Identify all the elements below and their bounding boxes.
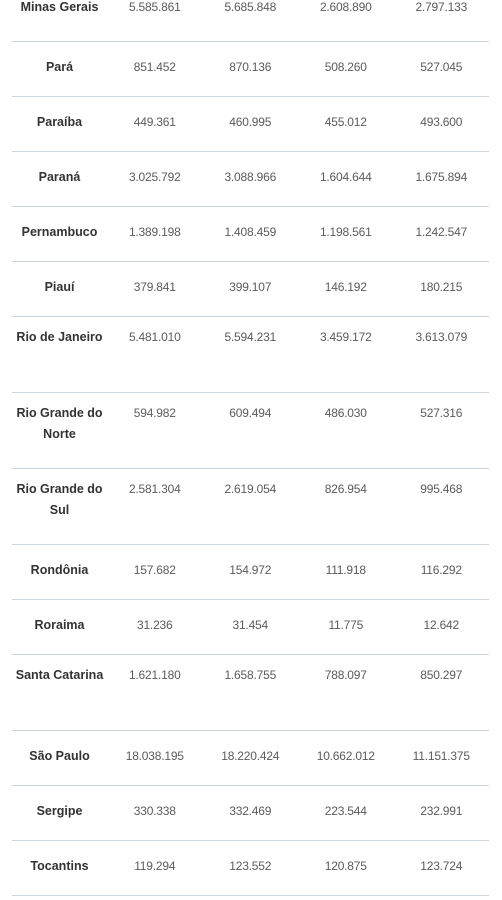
table-row xyxy=(12,0,489,42)
value-cell: 330.338 xyxy=(107,786,203,841)
value-cell: 120.875 xyxy=(298,841,394,896)
state-cell: Rio Grande do Norte xyxy=(12,393,107,469)
table-row xyxy=(12,97,489,152)
value-cell: 5.685.848 xyxy=(203,0,299,42)
value-cell: 119.294 xyxy=(107,841,203,896)
value-cell: 1.242.547 xyxy=(394,207,490,262)
value-cell: 1.675.894 xyxy=(394,152,490,207)
data-table-container xyxy=(12,0,489,896)
table-row xyxy=(12,600,489,655)
table-row xyxy=(12,731,489,786)
value-cell: 2.619.054 xyxy=(203,469,299,545)
value-cell: 399.107 xyxy=(203,262,299,317)
value-cell: 1.198.561 xyxy=(298,207,394,262)
value-cell: 1.621.180 xyxy=(107,655,203,731)
value-cell: 31.454 xyxy=(203,600,299,655)
value-cell: 5.594.231 xyxy=(203,317,299,393)
value-cell: 5.481.010 xyxy=(107,317,203,393)
value-cell: 486.030 xyxy=(298,393,394,469)
state-cell: Sergipe xyxy=(12,786,107,841)
value-cell: 2.608.890 xyxy=(298,0,394,42)
value-cell: 1.658.755 xyxy=(203,655,299,731)
value-cell: 493.600 xyxy=(394,97,490,152)
value-cell: 2.797.133 xyxy=(394,0,490,42)
value-cell: 157.682 xyxy=(107,545,203,600)
value-cell: 123.552 xyxy=(203,841,299,896)
value-cell: 10.662.012 xyxy=(298,731,394,786)
value-cell: 154.972 xyxy=(203,545,299,600)
value-cell: 31.236 xyxy=(107,600,203,655)
value-cell: 3.025.792 xyxy=(107,152,203,207)
value-cell: 3.088.966 xyxy=(203,152,299,207)
table-row xyxy=(12,545,489,600)
value-cell: 1.604.644 xyxy=(298,152,394,207)
table-row xyxy=(12,786,489,841)
table-row xyxy=(12,469,489,545)
value-cell: 223.544 xyxy=(298,786,394,841)
value-cell: 527.316 xyxy=(394,393,490,469)
value-cell: 123.724 xyxy=(394,841,490,896)
value-cell: 460.995 xyxy=(203,97,299,152)
value-cell: 332.469 xyxy=(203,786,299,841)
state-cell: Piauí xyxy=(12,262,107,317)
value-cell: 11.775 xyxy=(298,600,394,655)
value-cell: 1.408.459 xyxy=(203,207,299,262)
table-row xyxy=(12,393,489,469)
value-cell: 455.012 xyxy=(298,97,394,152)
value-cell: 111.918 xyxy=(298,545,394,600)
table-row xyxy=(12,262,489,317)
value-cell: 18.220.424 xyxy=(203,731,299,786)
state-cell: Rondônia xyxy=(12,545,107,600)
table-row xyxy=(12,841,489,896)
value-cell: 870.136 xyxy=(203,42,299,97)
state-cell: Rio Grande do Sul xyxy=(12,469,107,545)
state-cell: Paraíba xyxy=(12,97,107,152)
state-cell: Roraima xyxy=(12,600,107,655)
value-cell: 850.297 xyxy=(394,655,490,731)
value-cell: 18.038.195 xyxy=(107,731,203,786)
state-cell: São Paulo xyxy=(12,731,107,786)
value-cell: 609.494 xyxy=(203,393,299,469)
state-cell: Tocantins xyxy=(12,841,107,896)
value-cell: 3.613.079 xyxy=(394,317,490,393)
value-cell: 826.954 xyxy=(298,469,394,545)
value-cell: 5.585.861 xyxy=(107,0,203,42)
state-cell: Minas Gerais xyxy=(12,0,107,42)
table-row xyxy=(12,207,489,262)
value-cell: 995.468 xyxy=(394,469,490,545)
value-cell: 788.097 xyxy=(298,655,394,731)
table-row xyxy=(12,42,489,97)
value-cell: 2.581.304 xyxy=(107,469,203,545)
state-cell: Santa Catarina xyxy=(12,655,107,731)
state-cell: Paraná xyxy=(12,152,107,207)
state-data-table xyxy=(12,0,489,896)
value-cell: 527.045 xyxy=(394,42,490,97)
value-cell: 116.292 xyxy=(394,545,490,600)
table-row xyxy=(12,152,489,207)
value-cell: 180.215 xyxy=(394,262,490,317)
table-row xyxy=(12,655,489,731)
value-cell: 12.642 xyxy=(394,600,490,655)
value-cell: 594.982 xyxy=(107,393,203,469)
value-cell: 851.452 xyxy=(107,42,203,97)
value-cell: 232.991 xyxy=(394,786,490,841)
table-row xyxy=(12,317,489,393)
value-cell: 146.192 xyxy=(298,262,394,317)
state-cell: Rio de Janeiro xyxy=(12,317,107,393)
value-cell: 508.260 xyxy=(298,42,394,97)
state-cell: Pernambuco xyxy=(12,207,107,262)
value-cell: 1.389.198 xyxy=(107,207,203,262)
state-cell: Pará xyxy=(12,42,107,97)
value-cell: 449.361 xyxy=(107,97,203,152)
value-cell: 379.841 xyxy=(107,262,203,317)
value-cell: 11.151.375 xyxy=(394,731,490,786)
value-cell: 3.459.172 xyxy=(298,317,394,393)
